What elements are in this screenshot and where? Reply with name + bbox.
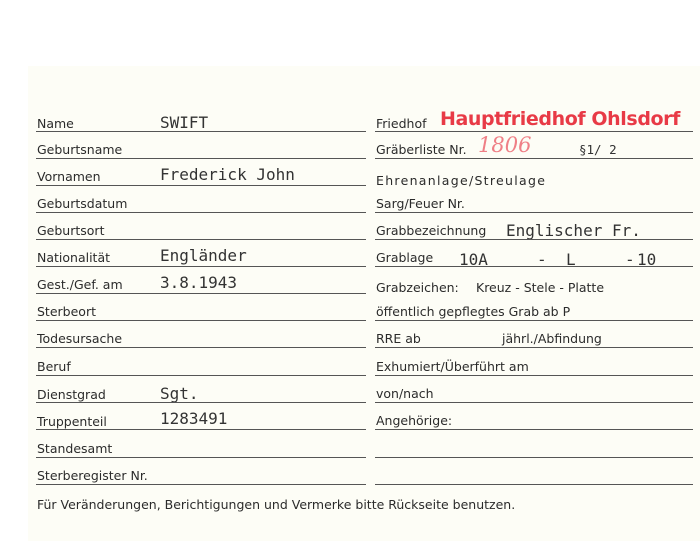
nationalitaet-value: Engländer (160, 246, 247, 265)
ehrenanlage-label: Ehrenanlage/Streulage (376, 173, 547, 188)
grabbezeichnung-label: Grabbezeichnung (376, 223, 487, 238)
gest-label: Gest./Gef. am (37, 277, 123, 292)
angehoerige-line (375, 429, 693, 430)
grablage-part2: L (566, 250, 576, 269)
gest-line (36, 293, 366, 294)
dienstgrad-value: Sgt. (160, 384, 199, 403)
grabzeichen-options: Kreuz - Stele - Platte (476, 280, 605, 295)
friedhof-label: Friedhof (376, 116, 427, 131)
beruf-label: Beruf (37, 359, 71, 374)
geburtsdatum-line (36, 212, 366, 213)
graeberliste-page: §1/ 2 (579, 142, 617, 157)
name-label: Name (37, 116, 74, 131)
grablage-line (375, 266, 693, 267)
truppenteil-line (36, 429, 366, 430)
nationalitaet-label: Nationalität (37, 250, 111, 265)
exhumiert-label: Exhumiert/Überführt am (376, 359, 529, 374)
todesursache-line (36, 347, 366, 348)
angehoerige-line-3 (375, 484, 693, 485)
grablage-sep1: - (537, 250, 547, 269)
gepflegt-label: öffentlich gepflegtes Grab ab P (376, 304, 571, 319)
vornamen-line (36, 185, 366, 186)
grablage-sep2: - (625, 250, 635, 269)
gepflegt-line (375, 320, 693, 321)
sterberegister-line (36, 484, 366, 485)
sterbeort-label: Sterbeort (37, 304, 96, 319)
geburtsdatum-label: Geburtsdatum (37, 196, 128, 211)
grablage-part3: 10 (637, 250, 657, 269)
grablage-label: Grablage (376, 250, 434, 265)
grabzeichen-label: Grabzeichen: (376, 280, 459, 295)
graeberliste-line (375, 158, 693, 159)
standesamt-label: Standesamt (37, 441, 113, 456)
exhumiert-line (375, 375, 693, 376)
grablage-part1: 10A (459, 250, 488, 269)
beruf-line (36, 375, 366, 376)
geburtsort-line (36, 239, 366, 240)
truppenteil-value: 1283491 (160, 409, 228, 428)
footer-note: Für Veränderungen, Berichtigungen und Vermerke bitte Rückseite benutzen. (37, 497, 516, 512)
todesursache-label: Todesursache (37, 331, 123, 346)
grabbezeichnung-value: Englischer Fr. (506, 221, 641, 240)
standesamt-line (36, 457, 366, 458)
geburtsname-label: Geburtsname (37, 142, 123, 157)
angehoerige-label: Angehörige: (376, 413, 453, 428)
vonnach-label: von/nach (376, 386, 434, 401)
vornamen-label: Vornamen (37, 169, 101, 184)
graeberliste-number: 1806 (478, 133, 532, 157)
angehoerige-line-2 (375, 457, 693, 458)
sarg-line (375, 212, 693, 213)
sterbeort-line (36, 320, 366, 321)
sterberegister-label: Sterberegister Nr. (37, 468, 148, 483)
rre-line (375, 347, 693, 348)
truppenteil-label: Truppenteil (37, 414, 107, 429)
sarg-label: Sarg/Feuer Nr. (376, 196, 465, 211)
geburtsort-label: Geburtsort (37, 223, 105, 238)
vornamen-value: Frederick John (160, 165, 295, 184)
nationalitaet-line (36, 266, 366, 267)
grabbezeichnung-line (375, 239, 693, 240)
geburtsname-line (36, 158, 366, 159)
rre-label: RRE ab (376, 331, 421, 346)
dienstgrad-label: Dienstgrad (37, 387, 106, 402)
rre-suffix: jährl./Abfindung (502, 331, 602, 346)
vonnach-line (375, 402, 693, 403)
friedhof-stamp: Hauptfriedhof Ohlsdorf (440, 108, 681, 130)
name-line (36, 131, 366, 132)
friedhof-line (375, 131, 693, 132)
gest-value: 3.8.1943 (160, 273, 238, 292)
name-value: SWIFT (160, 113, 209, 132)
graeberliste-label: Gräberliste Nr. (376, 142, 467, 157)
dienstgrad-line (36, 402, 366, 403)
